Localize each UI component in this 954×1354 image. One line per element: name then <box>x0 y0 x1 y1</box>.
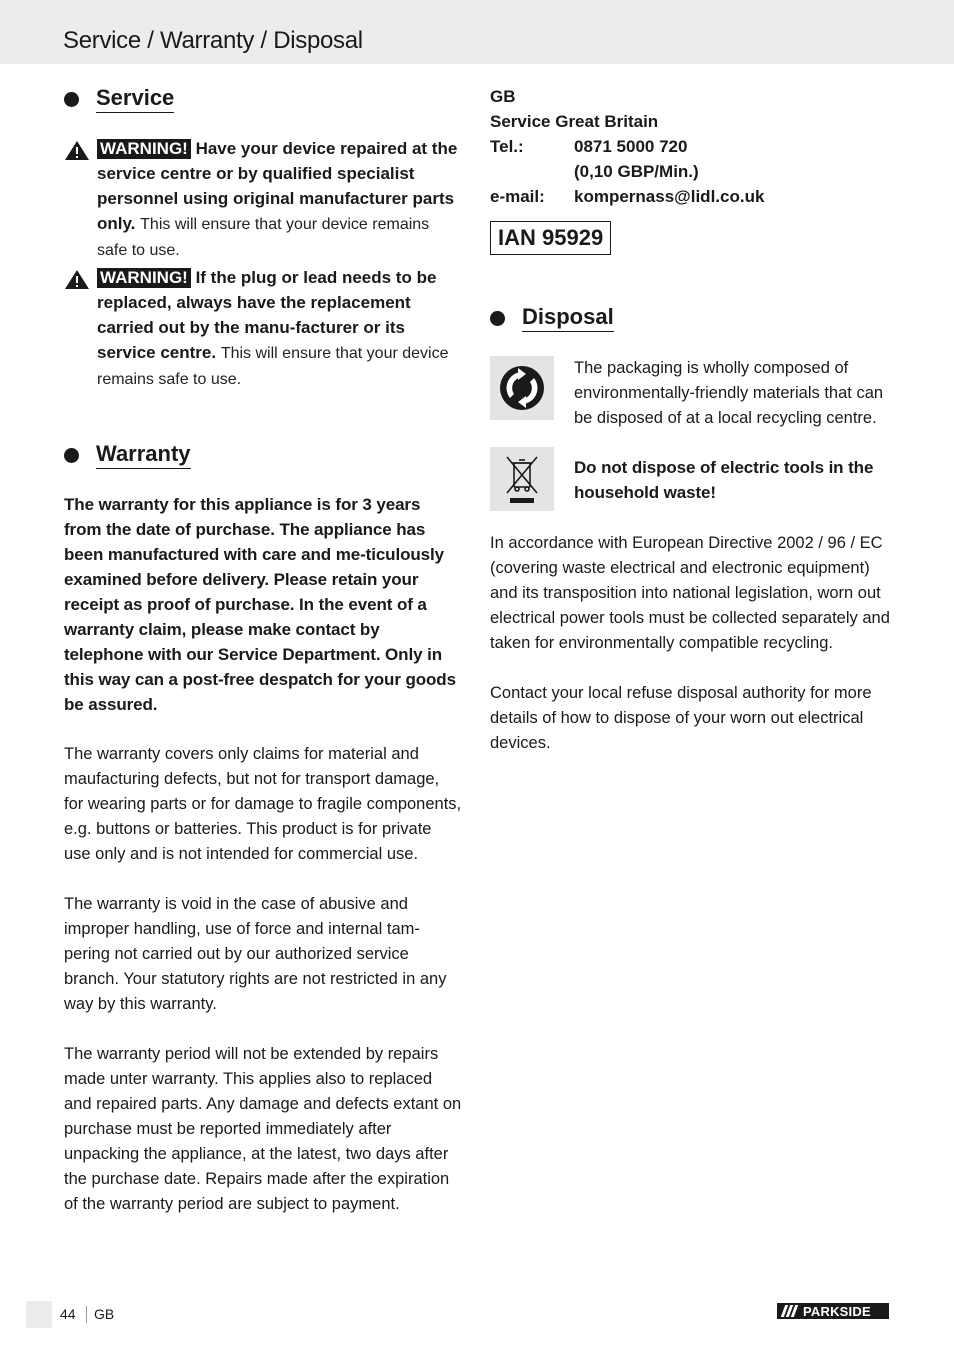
recycling-green-dot-icon <box>490 356 554 420</box>
tel-label: Tel.: <box>490 137 524 156</box>
service-title: Service <box>96 85 174 113</box>
bullet-icon <box>64 448 79 463</box>
contact-country: GB <box>490 87 516 106</box>
contact-rate-row <box>490 159 890 184</box>
warranty-paragraph-1: The warranty covers only claims for material and maufacturing defects, but not for transport damage, for wearing parts or for damage to fragile components, e.g. buttons or batteries. This product is for private use only and is not intended for commercial use. <box>64 745 462 863</box>
crossed-out-bin-icon <box>490 447 554 511</box>
ian-number: IAN 95929 <box>490 221 611 255</box>
email-address[interactable]: kompernass@lidl.co.uk <box>574 187 765 206</box>
contact-tel-row <box>490 134 890 159</box>
disposal-item-electric <box>490 447 890 511</box>
right-column <box>490 84 890 756</box>
warning-label: WARNING! <box>97 139 191 159</box>
service-contact <box>490 84 890 209</box>
warning-bold-text: Have your device repaired at the service centre or by qualified specialist personnel using original manufacturer parts only. <box>97 139 458 233</box>
parkside-logo <box>777 1303 889 1319</box>
warranty-heading <box>64 440 462 470</box>
logo-stripes-icon <box>783 1303 798 1319</box>
warning-normal-text: This will ensure that your device remains safe to use. <box>97 345 449 388</box>
tel-number: 0871 5000 720 <box>574 137 688 156</box>
page-number: 44 <box>60 1306 76 1322</box>
disposal-paragraph-1: In accordance with European Directive 2002 / 96 / EC (covering waste electrical and electronic equipment) and its transposition into national legislation, worn out electrical power tools must be collected separately and taken for environmentally compatible recycling. <box>490 534 890 652</box>
tel-rate: (0,10 GBP/Min.) <box>574 162 699 181</box>
warning-triangle-icon <box>64 140 90 161</box>
page-title: Service / Warranty / Disposal <box>63 27 363 54</box>
warranty-paragraph-2: The warranty is void in the case of abusive and improper handling, use of force and internal tam-pering not carried out by our authorized service branch. Your statutory rights are not restricted in any way by this warranty. <box>64 895 447 1013</box>
footer-divider <box>86 1306 87 1323</box>
warning-bold-text: If the plug or lead needs to be replaced, always have the replacement carried out by the manu-facturer or its service centre. <box>97 268 437 362</box>
warranty-paragraph-3: The warranty period will not be extended by repairs made unter warranty. This applies also to replaced and repaired parts. Any damage and defects extant on purchase must be reported immediately after unpacking the appliance, at the latest, two days after the purchase date. Repairs made after the expiration of the warranty period are subject to payment. <box>64 1045 462 1213</box>
contact-service-name: Service Great Britain <box>490 112 659 131</box>
disposal-packaging-text: The packaging is wholly composed of environmentally-friendly materials that can be disposed of at a local recycling centre. <box>574 359 884 427</box>
service-warning-1 <box>64 136 462 263</box>
footer-language: GB <box>94 1306 115 1322</box>
service-heading <box>64 84 462 114</box>
warning-label: WARNING! <box>97 268 191 288</box>
brand-name: PARKSIDE <box>803 1303 871 1319</box>
warranty-bold-paragraph: The warranty for this appliance is for 3 years from the date of purchase. The appliance has been manufactured with care and me-ticulously examined before delivery. Please retain your receipt as proof of purchase. In the event of a warranty claim, please make contact by telephone with our Service Department. Only in this way can a post-free despatch for your goods be assured. <box>64 495 456 714</box>
warning-normal-text: This will ensure that your device remains safe to use. <box>97 216 430 259</box>
disposal-heading <box>490 303 890 333</box>
service-warning-2 <box>64 265 462 392</box>
disposal-electric-text: Do not dispose of electric tools in the household waste! <box>574 458 874 502</box>
footer-marker <box>26 1301 52 1328</box>
bullet-icon <box>490 311 505 326</box>
disposal-paragraph-2: Contact your local refuse disposal authority for more details of how to dispose of your worn out electrical devices. <box>490 684 872 752</box>
disposal-item-packaging <box>490 356 890 431</box>
contact-email-row <box>490 184 890 209</box>
disposal-title: Disposal <box>522 304 614 332</box>
email-label: e-mail: <box>490 187 545 206</box>
warning-triangle-icon <box>64 269 90 290</box>
bullet-icon <box>64 92 79 107</box>
warranty-title: Warranty <box>96 441 191 469</box>
left-column <box>64 84 462 1217</box>
